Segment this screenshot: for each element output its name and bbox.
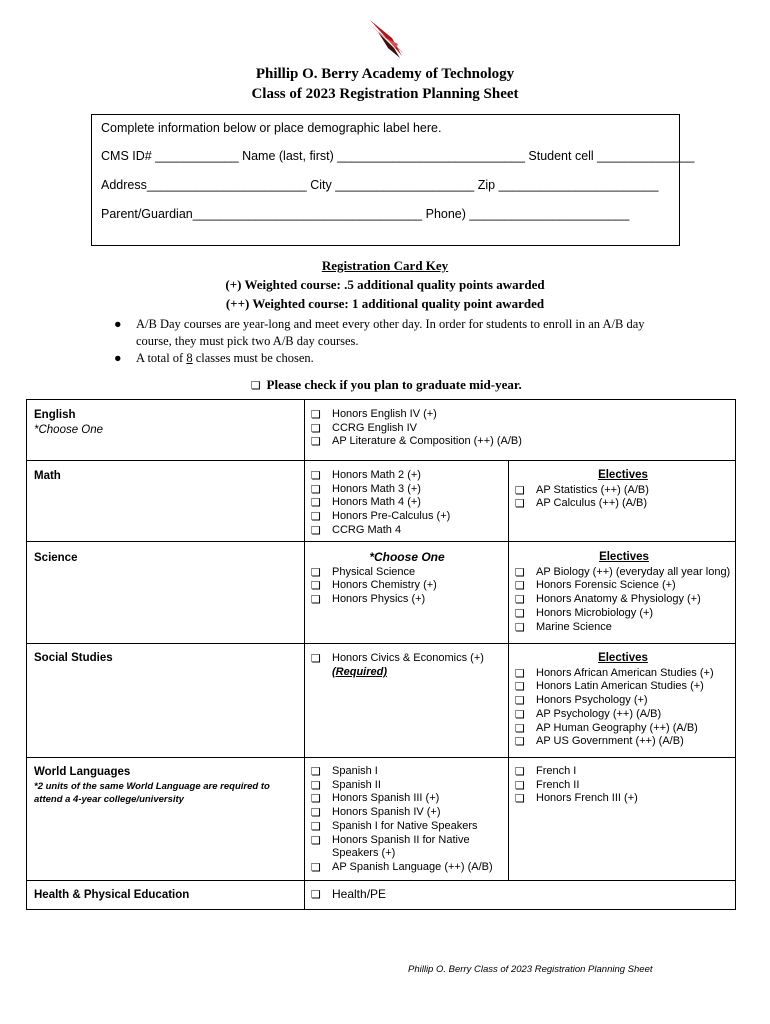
checkbox-icon[interactable]: ❏ bbox=[311, 778, 321, 792]
languages-french-options bbox=[515, 765, 731, 806]
checkbox-icon[interactable]: ❏ bbox=[311, 593, 321, 607]
subject-world-languages: World Languages bbox=[34, 766, 131, 778]
list-item[interactable]: ❏ AP Literature & Composition (++) (A/B) bbox=[311, 435, 522, 449]
registration-card-key bbox=[0, 258, 770, 312]
checkbox-icon[interactable]: ❏ bbox=[515, 694, 525, 708]
checkbox-icon[interactable]: ❏ bbox=[515, 666, 525, 680]
cardinal-logo-icon bbox=[364, 18, 406, 60]
demographics-line-address[interactable]: Address_______________________ City ____________________ Zip _______________________ bbox=[101, 178, 659, 192]
list-item[interactable]: ❏ Honors African American Studies (+) bbox=[515, 666, 714, 680]
list-item[interactable]: ❏ Honors Math 4 (+) bbox=[311, 496, 421, 510]
checkbox-icon[interactable]: ❏ bbox=[311, 579, 321, 593]
bullet-icon: ● bbox=[114, 351, 122, 365]
total-note-end: classes must be chosen. bbox=[192, 351, 314, 365]
checkbox-icon[interactable]: ❏ bbox=[311, 565, 321, 579]
english-note: *Choose One bbox=[34, 424, 104, 436]
social-options bbox=[311, 652, 484, 679]
checkbox-icon[interactable]: ❏ bbox=[515, 721, 525, 735]
demographics-instruction: Complete information below or place demographic label here. bbox=[101, 121, 442, 135]
world-languages-note: *2 units of the same World Language are required to attend a 4-year college/university bbox=[34, 781, 270, 805]
list-item[interactable]: ❏ Honors Physics (+) bbox=[311, 593, 426, 607]
checkbox-icon[interactable]: ❏ bbox=[311, 860, 321, 874]
checkbox-icon[interactable]: ❏ bbox=[311, 421, 321, 435]
list-item[interactable]: ❏ AP Psychology (++) (A/B) bbox=[515, 707, 662, 721]
electives-header: Electives bbox=[599, 551, 649, 563]
subject-english: English bbox=[34, 409, 76, 421]
list-item[interactable]: ❏ French II bbox=[515, 778, 580, 792]
checkbox-icon[interactable]: ❏ bbox=[311, 792, 321, 806]
bullet-icon: ● bbox=[114, 317, 122, 331]
checkbox-icon[interactable]: ❏ bbox=[515, 565, 525, 579]
checkbox-icon[interactable]: ❏ bbox=[311, 469, 321, 482]
checkbox-icon[interactable]: ❏ bbox=[515, 620, 525, 634]
checkbox-icon[interactable]: ❏ bbox=[311, 888, 321, 901]
subject-math: Math bbox=[34, 470, 61, 482]
list-item[interactable]: ❏ Honors Spanish II for Native Speakers (+) bbox=[311, 833, 470, 860]
midyear-checkbox-row[interactable] bbox=[0, 377, 770, 393]
course-grid bbox=[26, 399, 736, 910]
list-item bbox=[110, 316, 680, 350]
electives-header: Electives bbox=[598, 469, 648, 481]
instructions-list bbox=[110, 316, 680, 367]
science-options bbox=[311, 551, 503, 607]
checkbox-icon[interactable]: ❏ bbox=[515, 792, 525, 806]
total-count: 8 bbox=[186, 351, 193, 365]
list-item[interactable]: ❏ Honors Latin American Studies (+) bbox=[515, 680, 704, 694]
subject-social-studies: Social Studies bbox=[34, 652, 113, 664]
checkbox-icon[interactable]: ❏ bbox=[515, 497, 525, 511]
demographics-line-id-name[interactable]: CMS ID# ____________ Name (last, first) ___________________________ Student cell ______________ bbox=[101, 149, 695, 163]
checkbox-icon[interactable]: ❏ bbox=[311, 496, 321, 510]
checkbox-icon[interactable]: ❏ bbox=[515, 765, 525, 778]
science-choose-one: *Choose One bbox=[369, 550, 445, 564]
list-item[interactable]: ❏ Honors Chemistry (+) bbox=[311, 579, 437, 593]
page-footer: Phillip O. Berry Class of 2023 Registration Planning Sheet bbox=[408, 964, 653, 975]
ab-day-note: A/B Day courses are year-long and meet every other day. In order for students to enroll in an A/B day course, they must pick two A/B day courses. bbox=[136, 317, 645, 348]
list-item[interactable]: ❏ Honors Spanish III (+) bbox=[311, 792, 440, 806]
list-item[interactable]: ❏ AP US Government (++) (A/B) bbox=[515, 735, 684, 749]
list-item[interactable]: ❏ Honors Math 3 (+) bbox=[311, 482, 421, 496]
list-item[interactable]: ❏ Spanish I for Native Speakers bbox=[311, 819, 478, 833]
social-electives bbox=[515, 652, 731, 749]
list-item[interactable]: ❏ Honors Pre-Calculus (+) bbox=[311, 510, 451, 524]
checkbox-icon[interactable]: ❏ bbox=[515, 579, 525, 593]
checkbox-icon[interactable]: ❏ bbox=[515, 707, 525, 721]
list-item[interactable]: ❏ Health/PE bbox=[311, 887, 387, 901]
checkbox-icon[interactable]: ❏ bbox=[515, 606, 525, 620]
midyear-label: Please check if you plan to graduate mid-year. bbox=[266, 377, 522, 392]
key-title: Registration Card Key bbox=[321, 258, 449, 273]
list-item[interactable]: ❏ Honors Math 2 (+) bbox=[311, 469, 421, 482]
key-weighted-full: (++) Weighted course: 1 additional quality point awarded bbox=[225, 296, 545, 311]
list-item[interactable]: ❏ AP Calculus (++) (A/B) bbox=[515, 497, 648, 511]
list-item[interactable]: ❏ Honors Spanish IV (+) bbox=[311, 806, 441, 820]
list-item[interactable]: ❏ CCRG Math 4 bbox=[311, 523, 402, 537]
key-weighted-half: (+) Weighted course: .5 additional quality points awarded bbox=[225, 277, 545, 292]
page-title: Phillip O. Berry Academy of Technology bbox=[255, 66, 515, 82]
checkbox-icon[interactable]: ❏ bbox=[311, 806, 321, 820]
list-item[interactable]: ❏ AP Biology (++) (everyday all year long) bbox=[515, 565, 731, 579]
list-item[interactable]: ❏ Spanish I bbox=[311, 765, 378, 778]
list-item[interactable]: ❏ Honors French III (+) bbox=[515, 792, 638, 806]
list-item[interactable]: ❏ Marine Science bbox=[515, 620, 612, 634]
list-item[interactable]: ❏ Spanish II bbox=[311, 778, 381, 792]
list-item[interactable]: ❏ AP Spanish Language (++) (A/B) bbox=[311, 860, 493, 874]
list-item[interactable]: ❏ Physical Science bbox=[311, 565, 416, 579]
list-item[interactable]: ❏ Honors English IV (+) bbox=[311, 408, 437, 421]
checkbox-icon[interactable]: ❏ bbox=[311, 819, 321, 833]
list-item[interactable]: ❏ AP Human Geography (++) (A/B) bbox=[515, 721, 698, 735]
languages-options bbox=[311, 765, 503, 875]
checkbox-icon[interactable]: ❏ bbox=[311, 523, 321, 537]
checkbox-icon[interactable]: ❏ bbox=[311, 435, 321, 449]
total-note-start: A total of bbox=[136, 351, 187, 365]
checkbox-icon[interactable]: ❏ bbox=[311, 482, 321, 496]
list-item[interactable]: ❏ Honors Forensic Science (+) bbox=[515, 579, 676, 593]
subject-science: Science bbox=[34, 552, 78, 564]
page-subtitle: Class of 2023 Registration Planning Sheet bbox=[251, 86, 519, 102]
checkbox-icon[interactable]: ❏ bbox=[311, 510, 321, 524]
subject-health-pe: Health & Physical Education bbox=[34, 889, 190, 901]
checkbox-icon[interactable]: ❏ bbox=[311, 833, 321, 847]
list-item[interactable]: ❏ Honors Anatomy & Physiology (+) bbox=[515, 593, 701, 607]
list-item bbox=[110, 350, 680, 367]
english-options bbox=[311, 408, 522, 449]
list-item[interactable]: ❏ French I bbox=[515, 765, 577, 778]
math-options bbox=[311, 469, 450, 538]
electives-header: Electives bbox=[598, 652, 648, 664]
checkbox-icon[interactable]: ❏ bbox=[515, 735, 525, 749]
checkbox-icon[interactable]: ❏ bbox=[250, 379, 261, 392]
checkbox-icon[interactable]: ❏ bbox=[311, 408, 321, 421]
list-item[interactable]: ❏ AP Statistics (++) (A/B) bbox=[515, 483, 649, 497]
list-item[interactable]: ❏ Honors Psychology (+) bbox=[515, 694, 648, 708]
checkbox-icon[interactable]: ❏ bbox=[515, 483, 525, 497]
checkbox-icon[interactable]: ❏ bbox=[515, 593, 525, 607]
math-electives bbox=[515, 469, 731, 511]
list-item[interactable]: ❏ Honors Microbiology (+) bbox=[515, 606, 654, 620]
science-electives bbox=[515, 551, 733, 634]
health-options bbox=[311, 888, 386, 902]
checkbox-icon[interactable]: ❏ bbox=[515, 680, 525, 694]
list-item[interactable]: ❏ CCRG English IV bbox=[311, 421, 417, 435]
checkbox-icon[interactable]: ❏ bbox=[311, 652, 321, 665]
list-item[interactable]: ❏ Honors Civics & Economics (+) bbox=[311, 652, 484, 665]
checkbox-icon[interactable]: ❏ bbox=[515, 778, 525, 792]
demographics-box bbox=[91, 114, 695, 246]
checkbox-icon[interactable]: ❏ bbox=[311, 765, 321, 778]
demographics-line-parent[interactable]: Parent/Guardian_________________________________ Phone) _______________________ bbox=[101, 207, 630, 221]
required-note: (Required) bbox=[332, 665, 387, 678]
